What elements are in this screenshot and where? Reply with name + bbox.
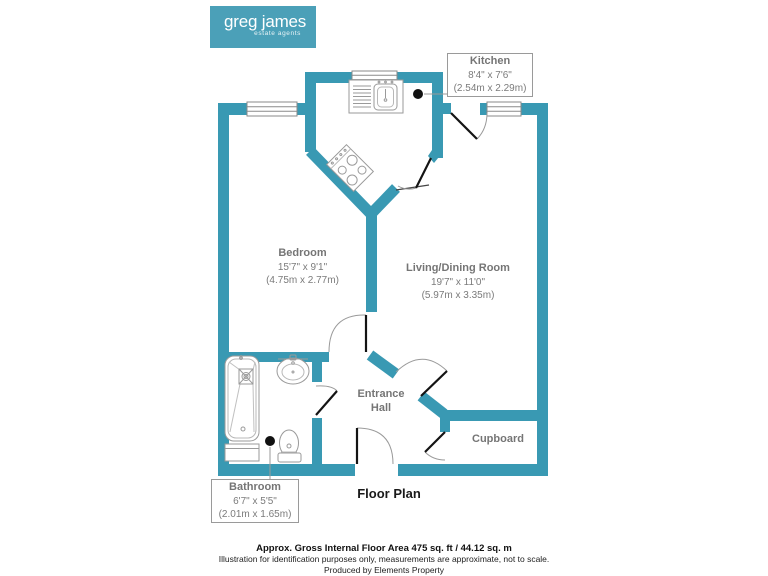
bathroom-name: Bathroom (229, 481, 281, 493)
floor-plan-title: Floor Plan (357, 486, 421, 501)
cupboard-door (425, 432, 445, 460)
bathroom-dims-metric: (2.01m x 1.65m) (218, 509, 292, 520)
bedroom-dims-metric: (4.75m x 2.77m) (266, 275, 339, 286)
footer-credit-text: Produced by Elements Property (323, 564, 444, 575)
stove-hob (327, 145, 374, 192)
bedroom-label (230, 247, 375, 288)
front-door (357, 428, 393, 464)
cupboard-label (453, 433, 543, 447)
bathtub (225, 355, 259, 441)
footer-disclaimer-text: Illustration for identification purposes only, measurements are approximate, not to scale. (218, 554, 550, 564)
bathroom-label-box (211, 479, 299, 523)
footer-area-text: Approx. Gross Internal Floor Area 475 sq. ft / 44.12 sq. m (256, 543, 512, 554)
entrance-hall-name-line1: Entrance (357, 388, 405, 400)
kitchen-sink-unit (349, 80, 403, 113)
kitchen-bottom-door (396, 158, 431, 190)
bathroom-dims-imperial: 6'7" x 5'5" (233, 495, 277, 507)
agency-logo (210, 6, 316, 48)
kitchen-dims-imperial: 8'4" x 7'6" (468, 69, 512, 81)
bedroom-door (329, 315, 366, 352)
footer-notes (0, 543, 768, 575)
kitchen-name: Kitchen (469, 55, 511, 67)
basin (277, 355, 309, 384)
living-room-dims-imperial: 19'7" x 11'0" (430, 276, 486, 288)
entrance-hall-name-line2: Hall (370, 401, 392, 414)
kitchen-dims-metric: (2.54m x 2.29m) (453, 83, 527, 94)
bedroom-window (247, 102, 297, 116)
kitchen-label-box (447, 53, 533, 97)
bedroom-dims-imperial: 15'7" x 9'1" (277, 261, 328, 273)
bedroom-name: Bedroom (278, 247, 327, 259)
toilet (278, 430, 301, 462)
agency-logo-name: greg james (224, 12, 307, 31)
living-room-window (487, 102, 521, 116)
living-room-label (383, 262, 533, 303)
kitchen-living-door (451, 113, 487, 139)
living-room-name: Living/Dining Room (406, 262, 510, 274)
entrance-hall-label (340, 388, 422, 415)
agency-logo-tagline: estate agents (254, 30, 301, 37)
bathroom-door (316, 386, 337, 415)
living-room-dims-metric: (5.97m x 3.35m) (421, 290, 495, 301)
cupboard-name: Cupboard (472, 433, 524, 445)
bath-panel (225, 444, 259, 461)
